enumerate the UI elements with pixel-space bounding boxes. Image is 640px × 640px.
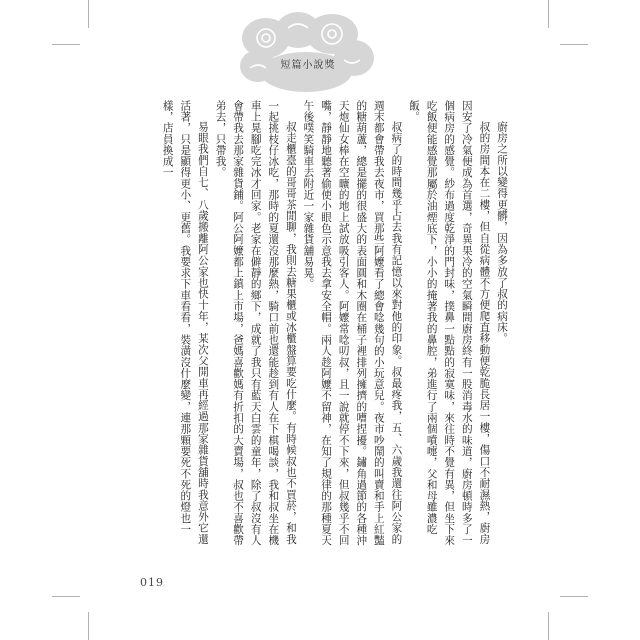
paragraph: 叔走櫃臺的哥哥茶閒聊，我則去糖果櫃或冰櫃盤算要吃什麼。有時候叔也不買菸，和我一起挑枝仔冰吃，那時的夏還沒那麼熱，騎口前也還能趁到有人在下棋喝談，我和叔坐在機車上晃腳吃完冰才回家。老家在僻靜的鄉下，成就了我只有藍天白雲的童年，除了叔沒有人會帶我去那家雜貨鋪。阿公阿嬤都上鎮上市場，爸媽喜歡媽有折扣的大賣場，叔也不喜歡帶弟去，只帶我。: [214, 100, 297, 546]
page-number: 019: [140, 576, 164, 589]
crop-mark: [560, 596, 588, 597]
paragraph: 廚房之所以變得更髒，因為多放了叔的病床。: [496, 121, 508, 345]
crop-mark: [88, 612, 89, 640]
crop-mark: [88, 0, 89, 28]
paragraph: 叔病了的時間幾乎占去我有記憶以來對他的印象。叔最疼我，五、六歲我還往阿公家的週末都會帶我去夜市，買那些阿嬤看了總會唸幾句的小玩意兒。夜市吵鬧的叫賣和手上紅豔的糖葫蘆，總是擺的很盛大的表面圓和木圈在桶子裡排列擁擠的嘈捏擾。鏽角過節的各種沖天炮仙女棒在空曠的地上試放吸引客人。阿嬤常唸叨叔，且一說就停不下來，但叔幾乎不回嘴，靜靜地聽著偷使小眼色示意我去拿安全帽。兩人趁阿嬤不留神，在知了規律的那種夏天午後噗笑騎車去附近一家雜貨舖易晃。: [302, 100, 403, 546]
paragraph: 易眼我們自七、八歲搬離阿公家也快十年，某次父開車再經過那家雜貨舖時我意外它還活著，只是顯得更小、更舊。我要求下車看看，裝潢沒什麼變，連那顆要死不死的燈也一樣，店員換成一: [161, 100, 209, 545]
floral-ornament-icon: [236, 8, 376, 100]
paragraph: 叔的房間本在二樓，但自從病體不方便爬直移動便乾脆長居一樓，傷口不耐濕熱，廚房因安了冷氣便成為首選，奇異果冷的空氣瞬間廚房終有一股消毒水的味道，廚房頓時多了一個病房的感覺。紗布過度乾淨的門封味，撲鼻一點點的寂寞味，來往時不覺有異，但坐下來吃飯便能感覺那屬於油煙底下，小小的掩著我的鼻腔，弟進行了兩個噴嚏，父和母雖濃吃飯。: [408, 100, 491, 546]
body-text: [132, 100, 510, 556]
crop-mark: [52, 44, 80, 45]
crop-mark: [548, 612, 549, 640]
section-label: 短篇小說獎: [280, 60, 336, 71]
crop-mark: [52, 596, 80, 597]
crop-mark: [560, 44, 588, 45]
crop-mark: [548, 0, 549, 28]
